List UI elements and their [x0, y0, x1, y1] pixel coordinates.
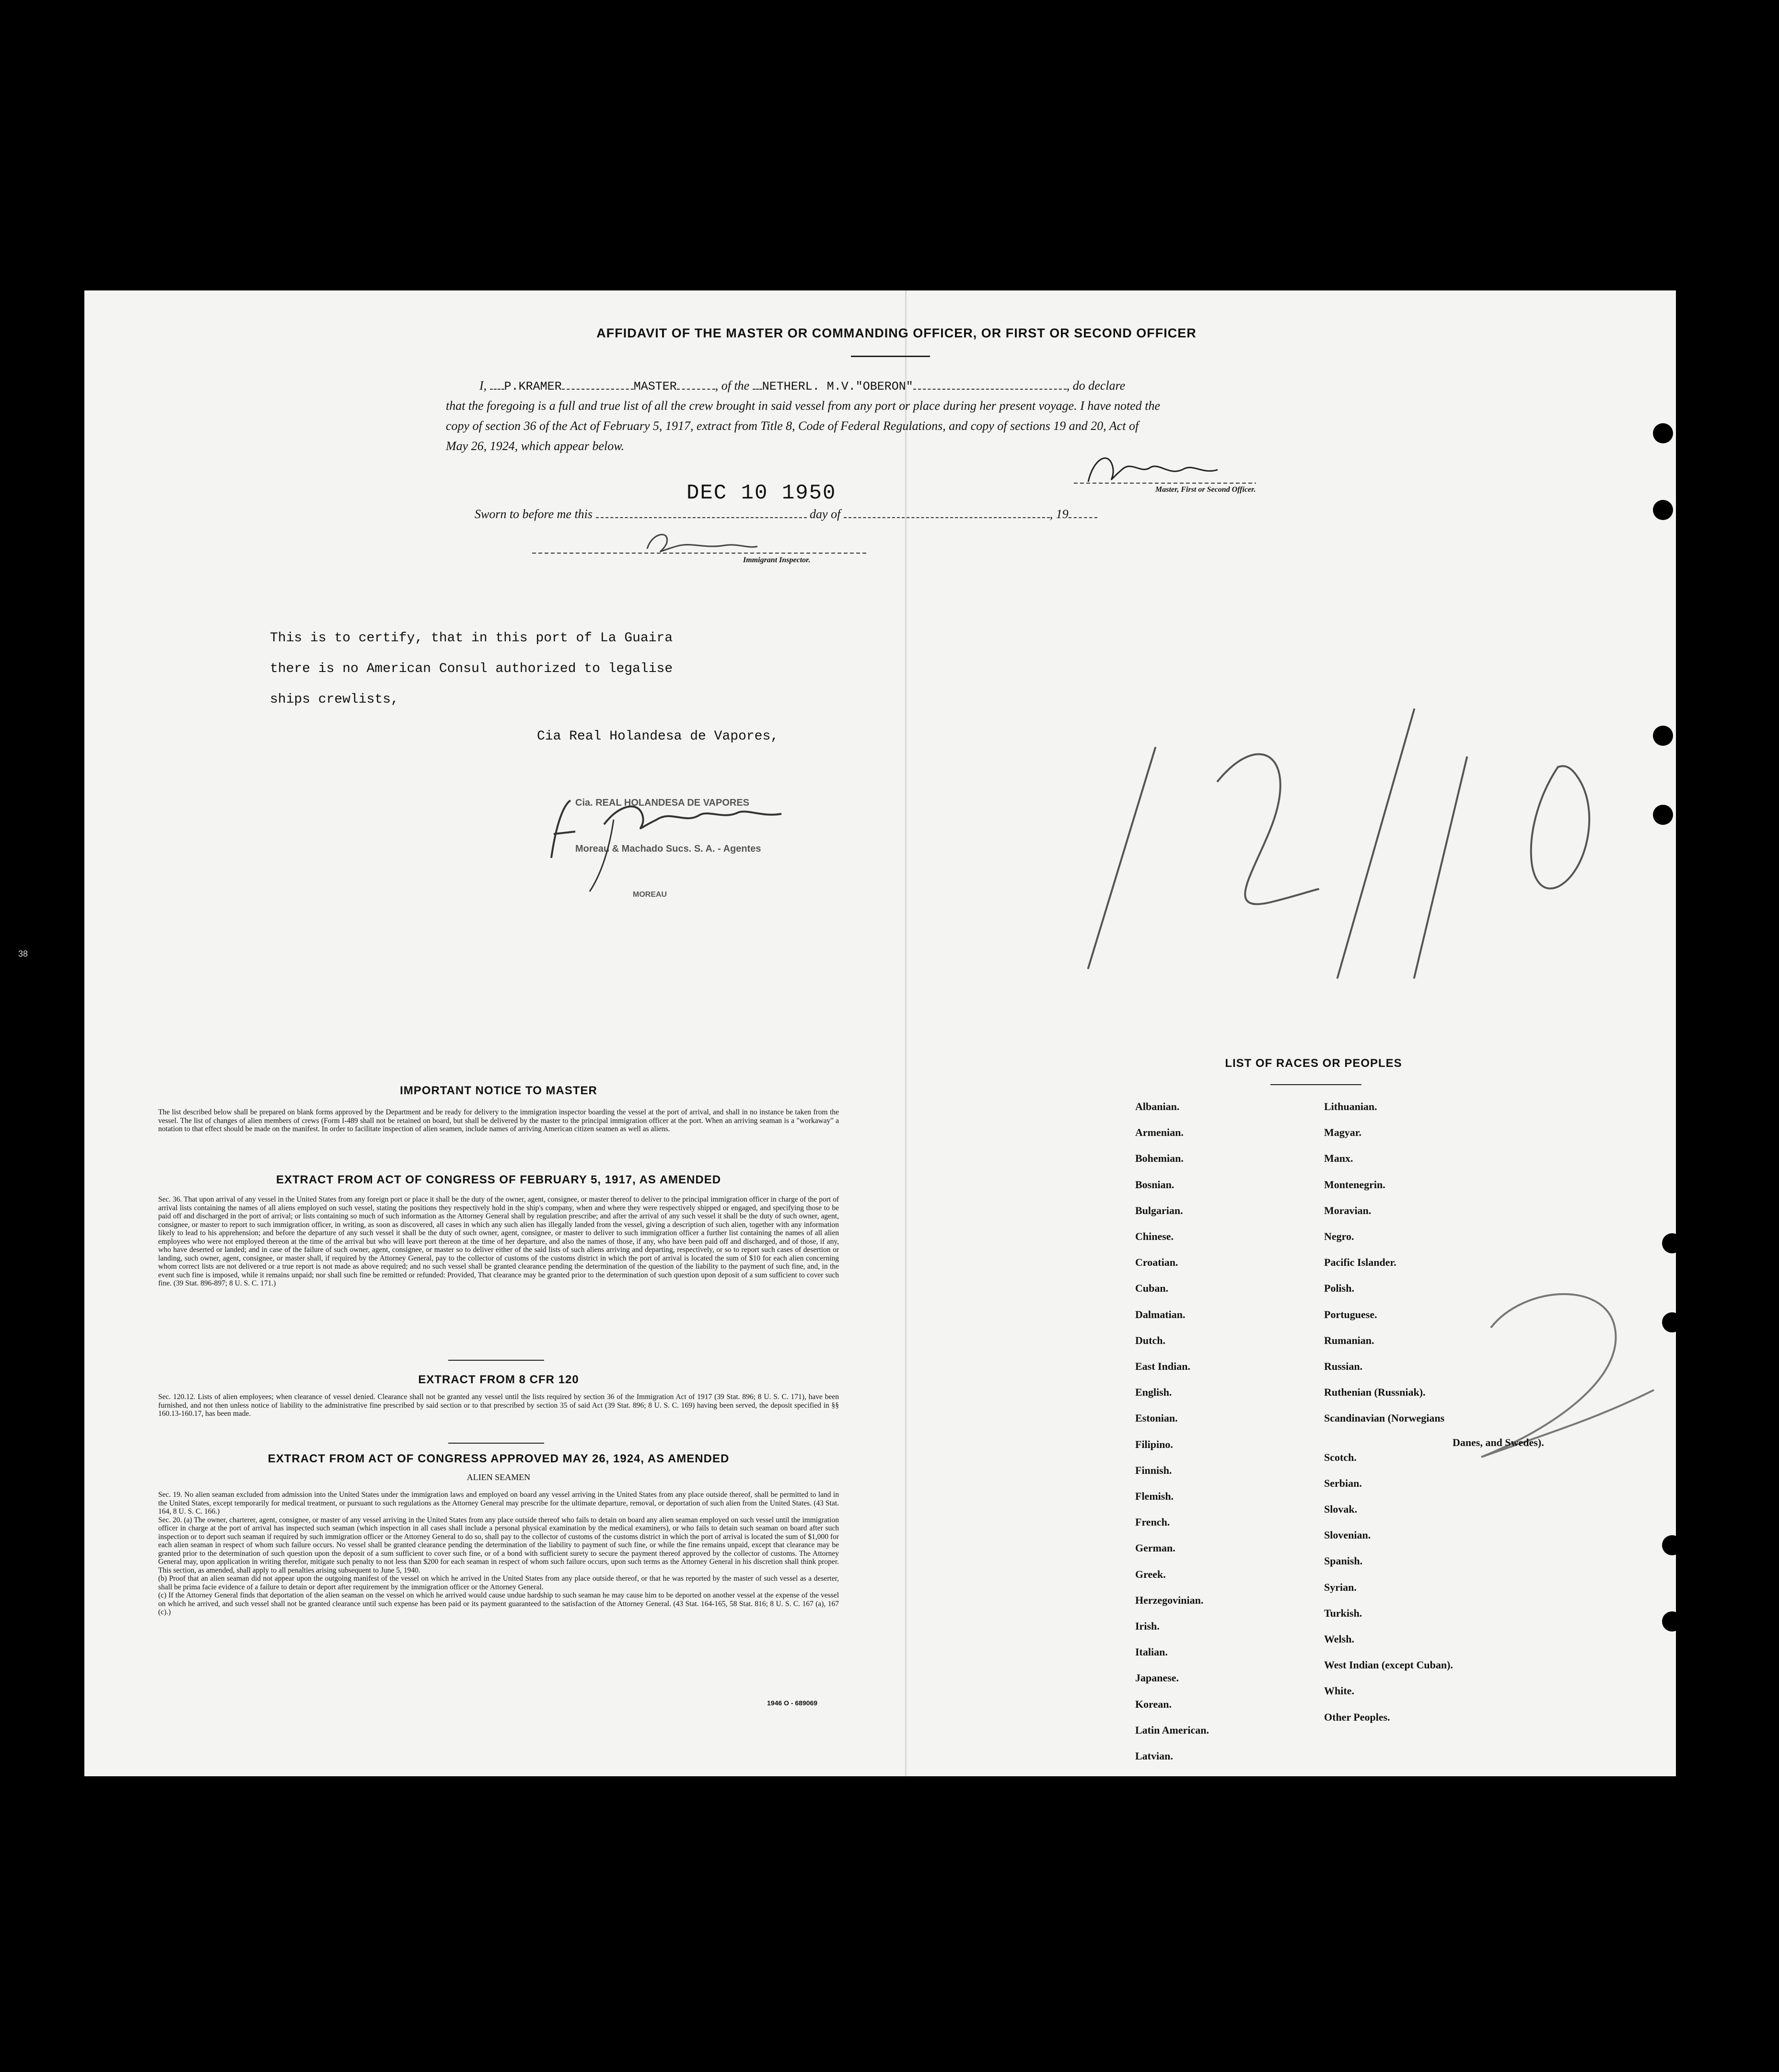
race-item: Manx.: [1324, 1152, 1353, 1164]
race-item: Scandinavian (Norwegians: [1324, 1412, 1445, 1424]
company-name: Cia Real Holandesa de Vapores,: [537, 729, 779, 744]
race-item: Other Peoples.: [1324, 1711, 1390, 1723]
race-item: Scotch.: [1324, 1451, 1357, 1463]
race-item: Moravian.: [1324, 1204, 1372, 1216]
punch-hole: [1662, 1611, 1682, 1632]
punch-hole: [1653, 805, 1673, 825]
race-item: West Indian (except Cuban).: [1324, 1659, 1453, 1671]
race-item: Italian.: [1135, 1646, 1168, 1658]
certification-line2: there is no American Consul authorized to legalise: [270, 661, 673, 676]
race-item: Dutch.: [1135, 1334, 1165, 1346]
race-item: Japanese.: [1135, 1672, 1179, 1684]
handwritten-number-12-10: [1069, 700, 1668, 1011]
race-item: Danes, and Swedes).: [1453, 1436, 1544, 1448]
race-item: Albanian.: [1135, 1100, 1180, 1112]
agent-signature: [542, 786, 810, 896]
affidavit-line1: [479, 379, 1125, 394]
affidavit-line2: that the foregoing is a full and true list of all the crew brought in said vessel from any port or place during her present voyage. I have noted the: [446, 399, 1160, 413]
extract-1924-p3: (b) Proof that an alien seaman did not appear upon the outgoing manifest of the vessel on which he arrived in the United States from any place outside thereof, or that he was reported by the master of such vessel as a deserter, shall be prima facie evidence of a failure to detain or deport after requirement by the immigration officer or the Attorney General.: [158, 1574, 839, 1591]
section-rule-1: [448, 1360, 544, 1361]
race-item: French.: [1135, 1516, 1170, 1528]
race-item: Bohemian.: [1135, 1152, 1184, 1164]
inspector-caption: Immigrant Inspector.: [743, 556, 811, 564]
races-title: LIST OF RACES OR PEOPLES: [1225, 1057, 1402, 1070]
race-item: German.: [1135, 1542, 1175, 1554]
race-item: Magyar.: [1324, 1126, 1362, 1138]
sworn-date-stamp: DEC 10 1950: [686, 481, 837, 505]
master-name: P.KRAMER: [504, 380, 562, 394]
stamp-line1: Cia. REAL HOLANDESA DE VAPORES: [575, 798, 750, 808]
races-rule: [1270, 1084, 1361, 1085]
section-rule-2: [448, 1443, 544, 1444]
race-item: Estonian.: [1135, 1412, 1178, 1424]
race-item: Latvian.: [1135, 1750, 1173, 1762]
extract-1924-subtitle: ALIEN SEAMEN: [466, 1472, 531, 1482]
punch-hole: [1653, 726, 1673, 746]
race-item: Ruthenian (Russniak).: [1324, 1386, 1426, 1398]
extract-1924-body: [158, 1491, 839, 1617]
race-item: Turkish.: [1324, 1607, 1362, 1619]
title-rule: [851, 356, 930, 357]
race-item: Croatian.: [1135, 1256, 1178, 1268]
race-item: Bosnian.: [1135, 1179, 1174, 1191]
race-item: Rumanian.: [1324, 1334, 1374, 1346]
race-item: Finnish.: [1135, 1464, 1172, 1476]
extract-1917-text: Sec. 36. That upon arrival of any vessel in the United States from any foreign port or place it shall be the duty of the owner, agent, consignee, or master thereof to deliver to the principal immigration officer in charge of the port of arrival lists containing the names of all aliens employed on such vessel, stating the positions they respectively hold in the ship's company, when and where they were respectively shipped or engaged, and specifying those to be paid off and discharged in the port of arrival; or lists containing so much of such information as the Attorney General shall by regulation prescribe; and after the arrival of any such vessel it shall be the duty of such owner, agent, consignee, or master to report to such immigration officer, in writing, as soon as discovered, all cases in which any such alien has illegally landed from the vessel, giving a description of such alien, together with any information likely to lead to his apprehension; and before the departure of any such vessel it shall be the duty of such owner, agent, consignee, or master to deliver to such immigration officer a further list containing the names of all alien employees who were not employed thereon at the time of the arrival but who will leave port thereon at the time of her departure, and also the names of those, if any, who have been paid off and discharged, and of those, if any, who have deserted or landed; and in case of the failure of such owner, agent, consignee, or master so to deliver either of the said lists of such aliens arriving and departing, respectively, or so to report such cases of desertion or landing, such owner, agent, consignee, or master shall, if required by the Attorney General, pay to the collector of customs of the customs district in which the port of arrival is located the sum of $10 for each alien concerning whom correct lists are not delivered or a true report is not made as above required; and no such vessel shall be granted clearance pending the determination of the question of the liability to the payment of such fine, and, in the event such fine is imposed, while it remains unpaid; nor shall such fine be remitted or refunded: Provided, That clearance may be granted prior to the determination of such question upon deposit of a sum sufficient to cover such fine. (39 Stat. 896-897; 8 U. S. C. 171.): [158, 1195, 839, 1287]
race-item: Slovak.: [1324, 1503, 1358, 1515]
certification-line3: ships crewlists,: [270, 692, 399, 707]
race-item: Cuban.: [1135, 1282, 1169, 1294]
sworn-label: Sworn to before me this: [475, 507, 593, 521]
inspector-signature: [532, 527, 868, 561]
punch-hole: [1662, 1312, 1682, 1332]
race-item: Bulgarian.: [1135, 1204, 1183, 1216]
stamp-line2: Moreau & Machado Sucs. S. A. - Agentes: [575, 844, 761, 854]
race-item: Polish.: [1324, 1282, 1354, 1294]
punch-hole: [1653, 423, 1673, 443]
day-of-label: day of: [810, 507, 841, 521]
extract-1924-p1: Sec. 19. No alien seaman excluded from admission into the United States under the immigration laws and employed on board any vessel arriving in the United States from any place outside thereof, shall be permitted to land in the United States, except temporarily for medical treatment, or pursuant to such regulations as the Attorney General may prescribe for the ultimate departure, removal, or deportation of such alien from the United States. (43 Stat. 164, 8 U. S. C. 166.): [158, 1491, 839, 1516]
declare-label: , do declare: [1066, 379, 1126, 393]
notice-title: IMPORTANT NOTICE TO MASTER: [400, 1084, 597, 1097]
i-label: I,: [479, 379, 487, 393]
notice-text: The list described below shall be prepared on blank forms approved by the Department and be ready for delivery to the immigration inspector boarding the vessel at the port of arrival, and shall in no instance be taken from the vessel. The list of changes of alien members of crews (Form I-489 shall not be retained on board, but shall be delivered by the master to the principal immigration officer at the port. When an arriving seaman is a "workaway" a notation to that effect should be made on the manifest. In order to facilitate inspection of alien seamen, include names of arriving American citizen seamen as well as aliens.: [158, 1108, 839, 1133]
year-label: , 19: [1049, 507, 1069, 521]
race-item: Syrian.: [1324, 1581, 1357, 1593]
cfr-text: Sec. 120.12. Lists of alien employees; when clearance of vessel denied. Clearance shall not be granted any vessel until the lists required by section 36 of the Immigration Act of 1917 (39 Stat. 896; 8 U. S. C. 171), have been furnished, and not then unless notice of liability to the administrative fine prescribed by said section or to that prescribed by section 35 of said Act (39 Stat. 896; 8 U. S. C. 169) having been served, the deposit specified in §§ 160.13-160.17, has been made.: [158, 1393, 839, 1418]
extract-1917-title: EXTRACT FROM ACT OF CONGRESS OF FEBRUARY 5, 1917, AS AMENDED: [276, 1173, 721, 1186]
race-item: Filipino.: [1135, 1438, 1173, 1450]
race-item: Flemish.: [1135, 1490, 1174, 1502]
race-item: Lithuanian.: [1324, 1100, 1377, 1112]
extract-1924-p2: Sec. 20. (a) The owner, charterer, agent, consignee, or master of any vessel arriving in the United States from any place outside thereof who fails to detain on board any alien seaman employed on such vessel until the immigration officer in charge at the port of arrival has inspected such seaman (which inspection in all cases shall include a personal physical examination by the medical examiners), or who fails to detain such seaman on board after such inspection or to deport such seaman if required by such immigration officer or the Attorney General to do so, shall pay to the collector of customs of the customs district in which the port of arrival is located the sum of $1,000 for each alien seaman in respect of whom such failure occurs. No vessel shall be granted clearance pending the determination of the liability to payment of such fine, or while the fine remains unpaid, except that clearance may be granted prior to the determination of such question upon the deposit of a sum sufficient to cover such fine, or of a bond with sufficient surety to secure the payment thereof approved by the collector of customs. The Attorney General may, upon application in writing therefor, mitigate such penalty to not less than $200 for each seaman in respect of whom such failure occurs, upon such terms as the Attorney General in his discretion shall think proper. This section, as amended, shall apply to all penalties arising subsequent to June 5, 1940.: [158, 1516, 839, 1574]
vessel-name: NETHERL. M.V."OBERON": [762, 380, 913, 394]
race-item: Latin American.: [1135, 1724, 1209, 1736]
race-item: Serbian.: [1324, 1477, 1362, 1489]
race-item: Greek.: [1135, 1568, 1166, 1580]
race-item: Negro.: [1324, 1230, 1354, 1242]
affidavit-line3: copy of section 36 of the Act of February 5, 1917, extract from Title 8, Code of Federal Regulations, and copy of sections 19 and 20, Act of: [446, 419, 1139, 433]
print-code: 1946 O - 689069: [767, 1699, 818, 1707]
race-item: Montenegrin.: [1324, 1179, 1385, 1191]
race-item: Portuguese.: [1324, 1308, 1377, 1320]
affidavit-line4: May 26, 1924, which appear below.: [446, 439, 625, 453]
sworn-line: [475, 507, 1097, 521]
stamp-line3: MOREAU: [633, 891, 667, 899]
master-rank: MASTER: [633, 380, 677, 394]
extract-1924-title: EXTRACT FROM ACT OF CONGRESS APPROVED MAY 26, 1924, AS AMENDED: [267, 1452, 730, 1465]
race-item: Slovenian.: [1324, 1529, 1371, 1541]
certification-line1: This is to certify, that in this port of La Guaira: [270, 631, 673, 646]
race-item: Welsh.: [1324, 1633, 1354, 1645]
race-item: Armenian.: [1135, 1126, 1184, 1138]
race-item: Irish.: [1135, 1620, 1160, 1632]
race-item: White.: [1324, 1685, 1354, 1697]
punch-hole: [1653, 500, 1673, 520]
race-item: Pacific Islander.: [1324, 1256, 1396, 1268]
race-item: Spanish.: [1324, 1555, 1363, 1567]
race-item: Chinese.: [1135, 1230, 1174, 1242]
punch-hole: [1662, 1535, 1682, 1555]
race-item: Herzegovinian.: [1135, 1594, 1204, 1606]
race-item: Korean.: [1135, 1698, 1172, 1710]
race-item: Dalmatian.: [1135, 1308, 1186, 1320]
race-item: Russian.: [1324, 1360, 1363, 1372]
race-item: English.: [1135, 1386, 1172, 1398]
of-the-label: , of the: [715, 379, 750, 393]
extract-1924-p4: (c) If the Attorney General finds that deportation of the alien seaman on the vessel on which he arrived would cause undue hardship to such seaman he may cause him to be deported on another vessel at the expense of the vessel on which he arrived, and such vessel shall not be granted clearance until such expense has been paid or its payment guaranteed to the satisfaction of the Attorney General. (43 Stat. 164-165, 58 Stat. 816; 8 U. S. C. 167 (a), 167 (c).): [158, 1591, 839, 1616]
punch-hole: [1662, 1233, 1682, 1253]
edge-mark: 38: [18, 949, 28, 959]
affidavit-title: AFFIDAVIT OF THE MASTER OR COMMANDING OFFICER, OR FIRST OR SECOND OFFICER: [596, 326, 1197, 340]
master-caption: Master, First or Second Officer.: [1155, 486, 1256, 494]
cfr-title: EXTRACT FROM 8 CFR 120: [418, 1373, 579, 1386]
race-item: East Indian.: [1135, 1360, 1190, 1372]
